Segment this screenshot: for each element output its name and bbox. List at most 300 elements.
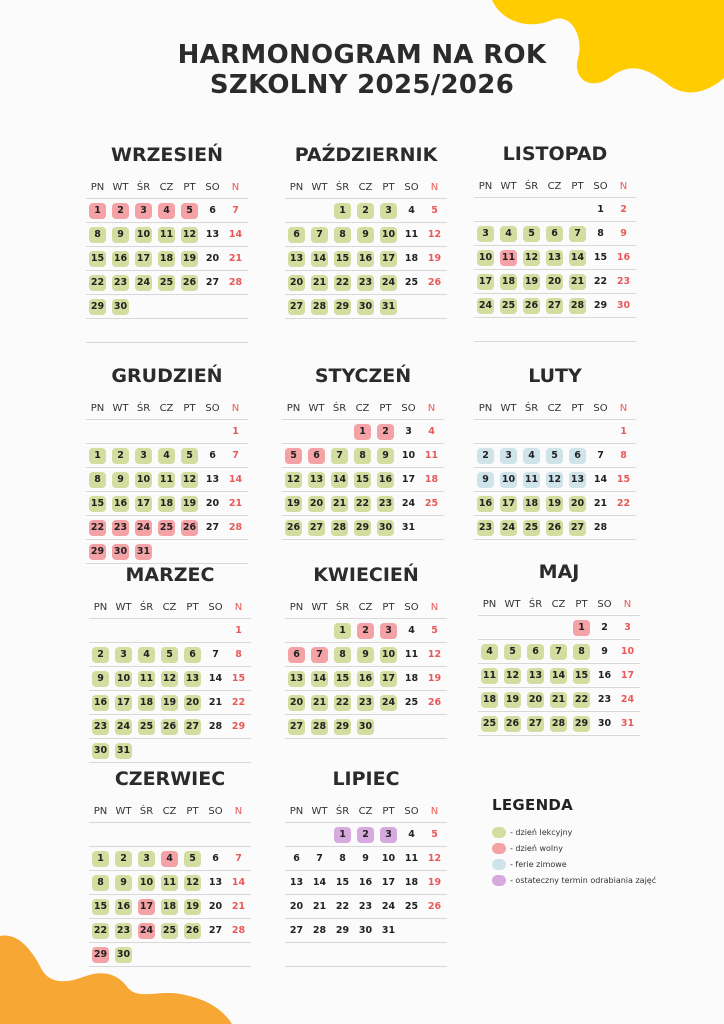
day-number: 4	[500, 226, 517, 242]
day-cell	[589, 318, 612, 341]
day-number: 13	[289, 877, 304, 888]
day-cell	[109, 516, 132, 539]
day-cell	[86, 540, 109, 563]
day-number: 18	[138, 695, 155, 711]
day-number: 1	[89, 448, 106, 464]
day-number: 11	[404, 649, 419, 660]
day-cell	[109, 199, 132, 222]
day-number: 21	[550, 692, 567, 708]
week-row	[89, 739, 251, 763]
week-row	[474, 198, 636, 222]
month-pazdziernik	[285, 142, 447, 319]
day-cell	[204, 667, 227, 690]
day-number: 5	[504, 644, 521, 660]
day-number: 27	[289, 925, 304, 936]
day-number: 15	[335, 877, 350, 888]
day-cell	[377, 271, 400, 294]
day-cell	[89, 643, 112, 666]
day-cell	[135, 943, 158, 966]
day-number: 24	[135, 520, 152, 536]
weekday-label: CZ	[162, 602, 177, 613]
day-cell	[351, 420, 374, 443]
weekday-header	[86, 399, 248, 420]
weekday-label: WT	[308, 403, 325, 414]
day-number: 17	[500, 496, 517, 512]
day-number: 23	[358, 901, 373, 912]
day-cell	[474, 468, 497, 491]
day-cell	[377, 619, 400, 642]
day-number: 9	[92, 671, 109, 687]
day-cell	[377, 199, 400, 222]
day-cell	[331, 691, 354, 714]
week-row	[478, 664, 640, 688]
day-cell	[331, 667, 354, 690]
day-cell	[201, 295, 224, 318]
day-cell	[543, 294, 566, 317]
day-cell	[423, 223, 446, 246]
day-number: 8	[334, 647, 351, 663]
week-row	[86, 223, 248, 247]
day-cell	[109, 271, 132, 294]
day-cell	[423, 667, 446, 690]
day-cell	[224, 468, 247, 491]
day-number: 21	[228, 253, 243, 264]
day-number: 27	[569, 520, 586, 536]
day-cell	[497, 318, 520, 341]
day-number: 5	[431, 625, 438, 636]
day-number: 11	[404, 229, 419, 240]
day-cell	[155, 444, 178, 467]
day-number: 2	[112, 448, 129, 464]
weekday-label: WT	[500, 181, 517, 192]
day-number: 19	[181, 251, 198, 267]
day-cell	[89, 619, 112, 642]
day-number: 7	[331, 448, 348, 464]
day-number: 15	[89, 251, 106, 267]
day-cell	[501, 640, 524, 663]
day-cell	[132, 492, 155, 515]
week-row	[285, 199, 447, 223]
day-number: 8	[334, 227, 351, 243]
day-cell	[520, 318, 543, 341]
day-cell	[543, 198, 566, 221]
day-number: 21	[311, 695, 328, 711]
day-cell	[224, 420, 247, 443]
day-cell	[566, 318, 589, 341]
day-cell	[308, 223, 331, 246]
day-cell	[400, 619, 423, 642]
day-cell	[377, 643, 400, 666]
week-row	[282, 420, 444, 444]
day-number: 5	[523, 226, 540, 242]
weekday-label: PN	[482, 599, 497, 610]
day-cell	[400, 295, 423, 318]
day-number: 16	[357, 251, 374, 267]
day-cell	[285, 643, 308, 666]
day-cell	[285, 223, 308, 246]
day-number: 27	[288, 719, 305, 735]
day-cell	[204, 715, 227, 738]
day-cell	[593, 712, 616, 735]
legend-label-winter: - ferie zimowe	[510, 859, 567, 869]
day-cell	[89, 943, 112, 966]
weekday-label: ŚR	[136, 403, 151, 414]
day-cell	[308, 619, 331, 642]
weekday-label: PN	[478, 403, 493, 414]
day-number: 7	[212, 649, 219, 660]
day-number: 1	[334, 827, 351, 843]
day-cell	[612, 468, 635, 491]
day-cell	[589, 468, 612, 491]
day-cell	[285, 823, 308, 846]
page-title	[0, 40, 724, 100]
weekday-label: PT	[186, 602, 199, 613]
day-cell	[308, 715, 331, 738]
day-number: 30	[357, 719, 374, 735]
day-number: 26	[427, 277, 442, 288]
day-cell	[109, 223, 132, 246]
week-row	[285, 619, 447, 643]
day-number: 9	[620, 228, 627, 239]
day-cell	[377, 691, 400, 714]
day-cell	[547, 712, 570, 735]
day-number: 29	[89, 544, 106, 560]
day-number: 30	[616, 300, 631, 311]
day-cell	[589, 444, 612, 467]
day-cell	[112, 643, 135, 666]
day-cell	[570, 664, 593, 687]
weekday-header	[474, 399, 636, 420]
day-cell	[377, 871, 400, 894]
day-cell	[497, 294, 520, 317]
day-number: 12	[427, 853, 442, 864]
weekday-label: WT	[504, 599, 521, 610]
day-cell	[400, 691, 423, 714]
day-cell	[354, 871, 377, 894]
day-cell	[112, 943, 135, 966]
day-cell	[181, 715, 204, 738]
day-number: 5	[431, 205, 438, 216]
day-number: 2	[377, 424, 394, 440]
day-number: 29	[334, 299, 351, 315]
day-cell	[593, 640, 616, 663]
day-number: 7	[232, 205, 239, 216]
day-number: 17	[380, 671, 397, 687]
day-cell	[377, 667, 400, 690]
day-cell	[285, 619, 308, 642]
month-lipiec	[285, 766, 447, 967]
day-cell	[135, 823, 158, 846]
day-cell	[497, 420, 520, 443]
day-number: 14	[208, 673, 223, 684]
day-cell	[397, 516, 420, 539]
weekday-header	[285, 598, 447, 619]
day-number: 14	[550, 668, 567, 684]
day-number: 7	[569, 226, 586, 242]
day-cell	[158, 739, 181, 762]
weekday-label: SO	[593, 181, 608, 192]
weekday-label: N	[430, 602, 439, 613]
legend-item-lesson	[492, 824, 692, 840]
day-number: 22	[335, 901, 350, 912]
day-cell	[400, 247, 423, 270]
day-cell	[400, 667, 423, 690]
day-cell	[354, 223, 377, 246]
day-cell	[377, 895, 400, 918]
day-cell	[543, 318, 566, 341]
day-cell	[474, 444, 497, 467]
day-number: 6	[209, 450, 216, 461]
day-number: 24	[380, 275, 397, 291]
day-number: 25	[500, 298, 517, 314]
day-cell	[497, 198, 520, 221]
day-cell	[135, 667, 158, 690]
day-number: 8	[89, 227, 106, 243]
day-number: 28	[231, 925, 246, 936]
day-number: 16	[112, 251, 129, 267]
day-cell	[547, 664, 570, 687]
day-number: 8	[354, 448, 371, 464]
weekday-label: PN	[286, 403, 301, 414]
day-cell	[155, 247, 178, 270]
day-number: 16	[616, 252, 631, 263]
weekday-label: N	[430, 182, 439, 193]
day-cell	[354, 295, 377, 318]
day-number: 17	[401, 474, 416, 485]
day-cell	[224, 199, 247, 222]
day-cell	[351, 444, 374, 467]
day-cell	[331, 715, 354, 738]
day-number: 27	[184, 719, 201, 735]
weekday-label: CZ	[551, 599, 566, 610]
day-cell	[423, 247, 446, 270]
day-cell	[285, 691, 308, 714]
day-cell	[400, 223, 423, 246]
day-number: 9	[112, 472, 129, 488]
day-cell	[224, 271, 247, 294]
day-cell	[524, 640, 547, 663]
day-cell	[178, 199, 201, 222]
week-row	[86, 444, 248, 468]
day-cell	[400, 847, 423, 870]
day-cell	[227, 943, 250, 966]
day-cell	[331, 943, 354, 966]
day-cell	[331, 847, 354, 870]
weekday-label: N	[231, 182, 240, 193]
day-cell	[112, 895, 135, 918]
day-number: 21	[208, 697, 223, 708]
day-number: 18	[424, 474, 439, 485]
day-number: 2	[357, 623, 374, 639]
day-cell	[612, 246, 635, 269]
day-cell	[285, 715, 308, 738]
day-cell	[423, 199, 446, 222]
weekday-label: WT	[311, 182, 328, 193]
day-cell	[589, 270, 612, 293]
weekday-label: PT	[382, 182, 395, 193]
weekday-label: PT	[571, 403, 584, 414]
day-number: 4	[523, 448, 540, 464]
day-cell	[566, 270, 589, 293]
day-cell	[178, 492, 201, 515]
day-number: 9	[115, 875, 132, 891]
day-number: 22	[334, 275, 351, 291]
day-number: 30	[112, 544, 129, 560]
day-cell	[328, 420, 351, 443]
day-cell	[593, 664, 616, 687]
day-cell	[308, 847, 331, 870]
day-number: 28	[312, 925, 327, 936]
week-row	[478, 712, 640, 736]
day-number: 19	[181, 496, 198, 512]
day-cell	[478, 712, 501, 735]
day-number: 14	[569, 250, 586, 266]
day-number: 5	[546, 448, 563, 464]
weekday-label: PT	[382, 602, 395, 613]
month-name: LUTY	[528, 365, 582, 387]
day-number: 31	[620, 718, 635, 729]
weekday-label: WT	[115, 602, 132, 613]
day-number: 15	[354, 472, 371, 488]
day-number: 28	[228, 277, 243, 288]
day-cell	[612, 198, 635, 221]
weekday-label: SO	[597, 599, 612, 610]
day-cell	[178, 468, 201, 491]
weekday-label: PT	[183, 403, 196, 414]
day-cell	[589, 198, 612, 221]
weekday-label: CZ	[162, 806, 177, 817]
title-line-2: SZKOLNY 2025/2026	[209, 70, 515, 100]
day-cell	[543, 420, 566, 443]
day-cell	[423, 919, 446, 942]
weekday-label: CZ	[358, 602, 373, 613]
day-cell	[374, 516, 397, 539]
legend	[492, 796, 692, 888]
day-cell	[593, 688, 616, 711]
day-cell	[132, 271, 155, 294]
day-number: 9	[362, 853, 369, 864]
day-number: 5	[184, 851, 201, 867]
day-cell	[354, 619, 377, 642]
legend-label-free: - dzień wolny	[510, 843, 563, 853]
week-row	[86, 540, 248, 564]
day-number: 20	[208, 901, 223, 912]
weekday-label: WT	[311, 602, 328, 613]
weekday-label: SO	[401, 403, 416, 414]
day-number: 4	[138, 647, 155, 663]
day-cell	[400, 643, 423, 666]
day-cell	[543, 246, 566, 269]
day-number: 12	[285, 472, 302, 488]
weekday-header	[285, 178, 447, 199]
week-row	[474, 492, 636, 516]
day-number: 3	[380, 203, 397, 219]
day-number: 31	[380, 299, 397, 315]
day-cell	[224, 247, 247, 270]
day-number: 17	[381, 877, 396, 888]
day-cell	[201, 271, 224, 294]
weekday-label: SO	[404, 602, 419, 613]
day-number: 8	[597, 228, 604, 239]
day-cell	[282, 444, 305, 467]
day-number: 3	[405, 426, 412, 437]
day-cell	[86, 319, 109, 342]
day-cell	[520, 222, 543, 245]
day-cell	[478, 664, 501, 687]
day-cell	[112, 919, 135, 942]
day-number: 24	[500, 520, 517, 536]
day-number: 25	[424, 498, 439, 509]
day-cell	[201, 468, 224, 491]
day-cell	[400, 919, 423, 942]
day-cell	[543, 444, 566, 467]
day-cell	[547, 640, 570, 663]
weekday-label: N	[619, 403, 628, 414]
month-maj	[478, 559, 640, 736]
day-number: 5	[285, 448, 302, 464]
day-cell	[201, 420, 224, 443]
day-number: 13	[546, 250, 563, 266]
day-cell	[158, 823, 181, 846]
day-number: 28	[550, 716, 567, 732]
day-number: 23	[616, 276, 631, 287]
day-number: 16	[377, 472, 394, 488]
day-number: 23	[115, 923, 132, 939]
day-cell	[377, 247, 400, 270]
day-number: 6	[212, 853, 219, 864]
month-name: KWIECIEŃ	[313, 564, 419, 586]
month-kwiecien	[285, 562, 447, 739]
day-cell	[612, 444, 635, 467]
week-row	[474, 270, 636, 294]
day-number: 1	[89, 203, 106, 219]
day-cell	[109, 492, 132, 515]
month-name: MARZEC	[125, 564, 215, 586]
day-cell	[400, 823, 423, 846]
day-cell	[135, 619, 158, 642]
day-cell	[224, 295, 247, 318]
day-cell	[224, 540, 247, 563]
day-number: 1	[354, 424, 371, 440]
day-number: 14	[312, 877, 327, 888]
day-number: 12	[546, 472, 563, 488]
weekday-header	[89, 802, 251, 823]
day-number: 20	[288, 695, 305, 711]
day-number: 18	[481, 692, 498, 708]
day-cell	[400, 199, 423, 222]
day-number: 2	[477, 448, 494, 464]
month-name: LISTOPAD	[502, 143, 608, 165]
day-cell	[282, 468, 305, 491]
day-cell	[397, 492, 420, 515]
day-cell	[566, 516, 589, 539]
month-czerwiec	[89, 766, 251, 967]
day-cell	[377, 919, 400, 942]
day-number: 7	[597, 450, 604, 461]
day-number: 20	[289, 901, 304, 912]
week-row	[89, 691, 251, 715]
day-number: 29	[334, 719, 351, 735]
day-number: 12	[504, 668, 521, 684]
day-number: 26	[523, 298, 540, 314]
weekday-label: PN	[90, 182, 105, 193]
day-number: 14	[593, 474, 608, 485]
day-cell	[331, 895, 354, 918]
day-number: 2	[115, 851, 132, 867]
day-cell	[354, 271, 377, 294]
day-cell	[520, 468, 543, 491]
day-number: 1	[334, 623, 351, 639]
